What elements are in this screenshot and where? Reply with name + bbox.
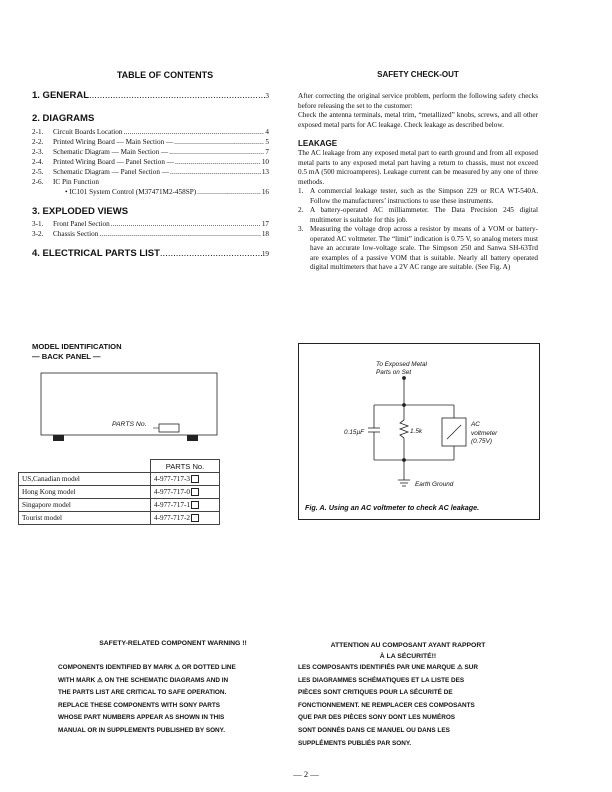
page-number: — 2 — xyxy=(293,769,319,779)
parts-no-label: PARTS No. xyxy=(112,421,147,428)
resistor-label: 1.5k xyxy=(410,428,423,435)
safety-body xyxy=(298,92,538,273)
figure-a xyxy=(298,343,540,520)
checkbox-icon xyxy=(191,501,199,509)
toc-item[interactable]: 2-4. Printed Wiring Board — Panel Section — ..... 10 xyxy=(32,157,269,167)
toc-item[interactable]: 2-3. Schematic Diagram — Main Section — ..... 7 xyxy=(32,147,269,157)
toc-item[interactable]: 2-2. Printed Wiring Board — Main Section — ..... 5 xyxy=(32,137,269,147)
list-item: 3. Measuring the voltage drop across a resistor by means of a VOM or battery-operated AC voltmeter. The “limit” indication is 0.75 V, so analog meters must have an accurate low-voltage scale. The Simpson 250 and Sanwa SH-63Trd are examples of a passive VOM that is suitable. Nearly all battery operated digital multimeters that have a 2V AC range are suitable. (See Fig. A) xyxy=(298,225,538,271)
toc-item[interactable]: 3-2. Chassis Section ..... 18 xyxy=(32,229,269,239)
warning-fr-title: ATTENTION AU COMPOSANT AYANT RAPPORT À LA SÉCURITÉ!! xyxy=(330,642,486,660)
table-row: US,Canadian model 4-977-717-3 xyxy=(19,473,220,486)
checkbox-icon xyxy=(191,475,199,483)
toc-title: TABLE OF CONTENTS xyxy=(116,70,214,80)
safety-intro: After correcting the original service problem, perform the following safety checks before releasing the set to the customer: xyxy=(298,92,538,110)
leakage-text: The AC leakage from any exposed metal part to earth ground and from all exposed metal parts to any exposed metal part having a return to chassis, must not exceed 0.5 mA (500 microamperes). Leakage current can be measured by any one of three methods. xyxy=(298,149,538,186)
warning-en-text: COMPONENTS IDENTIFIED BY MARK ⚠ OR DOTTED LINE WITH MARK ⚠ ON THE SCHEMATIC DIAGRAMS AND IN THE PARTS LIST ARE CRITICAL TO SAFE OPERATION. REPLACE THESE COMPONENTS WITH SONY PARTS WHOSE PART NUMBERS APPEAR AS SHOWN IN THIS MANUAL OR IN SUPPLEMENTS PUBLISHED BY SONY. xyxy=(58,664,236,734)
parts-table-header: PARTS No. xyxy=(151,460,220,473)
toc-section-general[interactable]: 1. GENERAL ..... 3 xyxy=(32,90,269,102)
safety-intro-2: Check the antenna terminals, metal trim, “metallized” knobs, screws, and all other exposed metal parts for AC leakage. Check leakage as described below. xyxy=(298,111,538,129)
list-item: 1. A commercial leakage tester, such as the Simpson 229 or RCA WT-540A. Follow the manufacturers’ instructions to use these instruments. xyxy=(298,187,538,205)
ground-label: Earth Ground xyxy=(415,481,454,488)
toc-list xyxy=(32,90,269,260)
table-row: Singapore model 4-977-717-1 xyxy=(19,499,220,512)
table-row: Tourist model 4-977-717-2 xyxy=(19,512,220,525)
toc-item[interactable]: 2-6. IC Pin Function xyxy=(32,178,99,186)
table-row: Hong Kong model 4-977-717-0 xyxy=(19,486,220,499)
toc-item[interactable]: 2-1. Circuit Boards Location ..... 4 xyxy=(32,127,269,137)
leakage-title: LEAKAGE xyxy=(298,139,338,148)
voltmeter-label: AC voltmeter (0.75V) xyxy=(471,421,498,445)
figure-caption: Fig. A. Using an AC voltmeter to check AC leakage. xyxy=(305,503,480,512)
toc-section-exploded-views[interactable]: 3. EXPLODED VIEWS xyxy=(32,206,129,217)
safety-title: SAFETY CHECK-OUT xyxy=(377,70,459,79)
parts-table xyxy=(18,459,220,525)
back-panel-drawing xyxy=(35,368,225,448)
model-id-title: MODEL IDENTIFICATION — BACK PANEL — xyxy=(32,342,122,361)
warning-fr-text: LES COMPOSANTS IDENTIFIÉS PAR UNE MARQUE ⚠ SUR LES DIAGRAMMES SCHÉMATIQUES ET LA LISTE DES PIÈCES SONT CRITIQUES POUR LA SÉCURITÉ DE FONCTIONNEMENT. NE REMPLACER CES COMPOSANTS QUE PAR DES PIÈCES SONY DONT LES NUMÉROS SONT DONNÉS DANS CE MANUEL OU DANS LES SUPPLÉMENTS PUBLIÉS PAR SONY. xyxy=(298,664,478,747)
toc-item[interactable]: 3-1. Front Panel Section ..... 17 xyxy=(32,219,269,229)
checkbox-icon xyxy=(191,514,199,522)
list-item: 2. A battery-operated AC milliammeter. The Data Precision 245 digital multimeter is suitable for this job. xyxy=(298,206,538,224)
checkbox-icon xyxy=(191,488,199,496)
toc-item[interactable]: • IC101 System Control (M37471M2-458SP) ..... 16 xyxy=(32,187,269,197)
figure-top-label: To Exposed Metal Parts on Set xyxy=(376,361,427,376)
warning-en-title: SAFETY-RELATED COMPONENT WARNING !! xyxy=(99,640,247,647)
capacitor-label: 0.15µF xyxy=(344,429,365,436)
toc-item[interactable]: 2-5. Schematic Diagram — Panel Section — ..... 13 xyxy=(32,167,269,177)
toc-section-diagrams[interactable]: 2. DIAGRAMS xyxy=(32,113,95,124)
toc-section-parts-list[interactable]: 4. ELECTRICAL PARTS LIST ..... 19 xyxy=(32,248,269,260)
